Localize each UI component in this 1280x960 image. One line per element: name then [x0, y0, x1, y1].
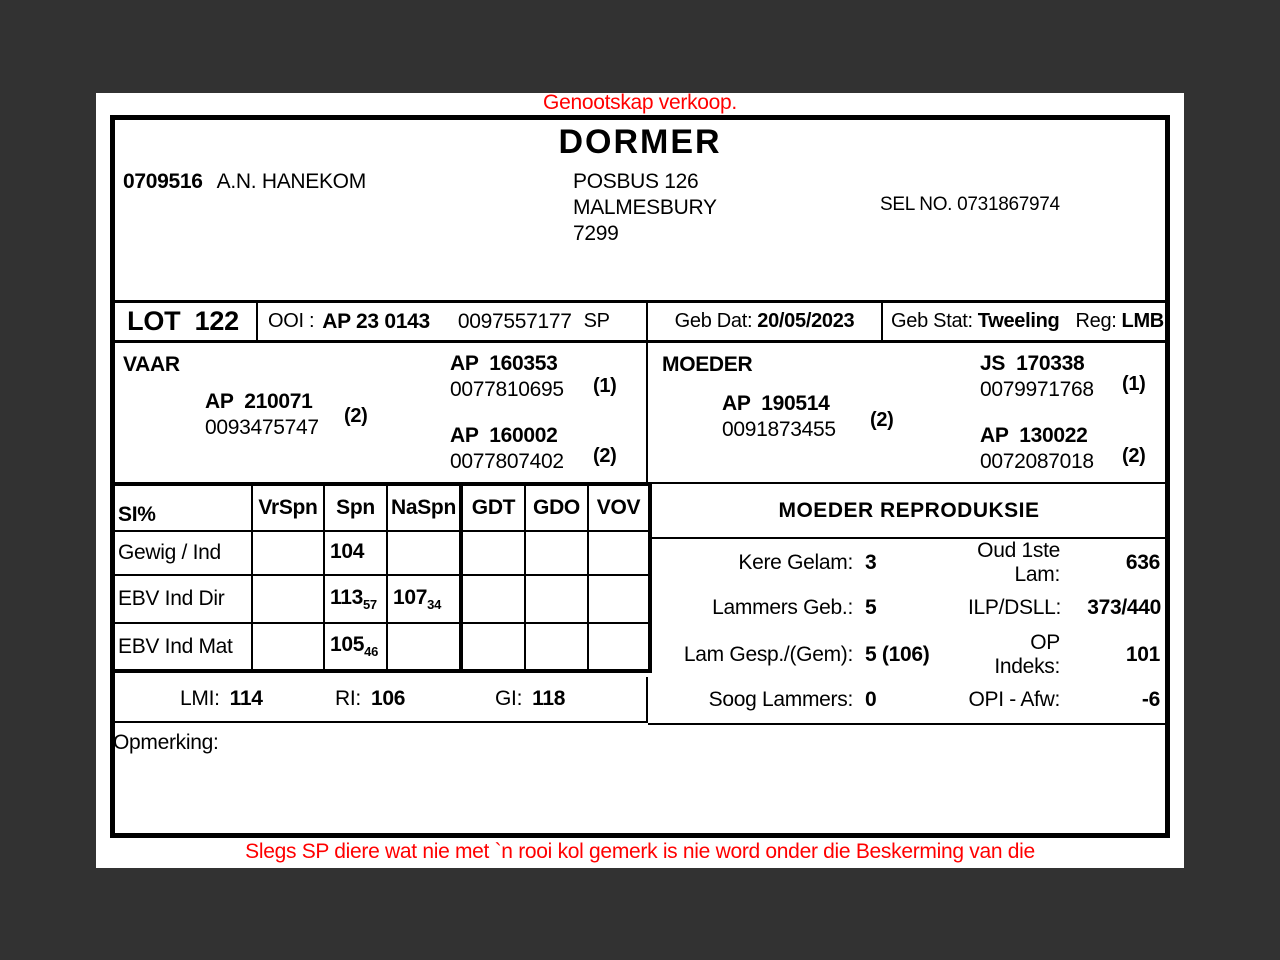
breeder-name: A.N. HANEKOM [216, 170, 366, 193]
sire-sire-entry [450, 351, 564, 403]
address-line-2: MALMESBURY [573, 196, 717, 219]
birth-date-label: Geb Dat: [674, 310, 753, 332]
lmi-pair [180, 687, 263, 711]
si-col-header-gdt: GDT [461, 484, 525, 531]
sire-reg: 0093475747 [205, 416, 319, 439]
address-line-3: 7299 [573, 222, 619, 245]
si-col-header-vov: VOV [588, 484, 650, 531]
bottom-notice: Slegs SP diere wat nie met `n rooi kol gemerk is nie word onder die Beskerming van die [245, 840, 1035, 863]
gi-value: 118 [532, 687, 566, 710]
member-number: 0709516 [123, 170, 203, 193]
reproduction-panel [648, 482, 1170, 725]
repro-value: 373/440 [1087, 596, 1162, 619]
dam-sire-reg: 0079971768 [980, 378, 1094, 401]
remarks-label: Opmerking: [113, 731, 219, 754]
repro-value: 5 (106) [865, 643, 930, 666]
si-cell-naspn [387, 623, 461, 671]
dam-sire-flag: (1) [1122, 373, 1146, 395]
dam-reg: 0091873455 [722, 418, 836, 441]
registration-number: 0097557177 [457, 309, 572, 333]
sire-id: AP 210071 [205, 390, 313, 413]
si-row-label: EBV Ind Dir [112, 575, 252, 623]
sire-entry [205, 389, 319, 441]
lot-number: LOT 122 [127, 306, 239, 336]
dam-dam-entry [980, 423, 1094, 475]
si-cell-gdt [461, 531, 525, 575]
si-col-header-spn: Spn [324, 484, 387, 531]
dam-flag: (2) [870, 409, 894, 431]
si-cell-gdo [525, 623, 588, 671]
si-cell-spn [324, 531, 387, 575]
ri-value: 106 [370, 687, 406, 710]
dam-dam-id: AP 130022 [980, 424, 1088, 447]
si-cell-vrspn [252, 531, 324, 575]
top-notice: Genootskap verkoop. [543, 91, 737, 114]
si-row-label: EBV Ind Mat [112, 623, 252, 671]
si-cell-vov [588, 531, 650, 575]
dam-dam-reg: 0072087018 [980, 450, 1094, 473]
si-cell-gdo [525, 575, 588, 623]
repro-label: Lammers Geb.: [712, 596, 853, 619]
sire-dam-entry [450, 423, 564, 475]
animal-id-cell [258, 303, 648, 340]
si-cell-gdt [461, 623, 525, 671]
si-col-header-naspn: NaSpn [387, 484, 461, 531]
pedigree-divider [646, 343, 648, 482]
si-value: 107 [393, 585, 428, 609]
breeder-line [123, 170, 366, 194]
si-cell-spn [324, 575, 387, 623]
si-cell-vov [588, 575, 650, 623]
si-table-row [112, 575, 650, 623]
birth-date-value: 20/05/2023 [757, 310, 855, 332]
repro-value: 0 [865, 688, 877, 711]
birth-status-label: Geb Stat: [891, 310, 973, 332]
si-accuracy: 46 [364, 644, 379, 660]
si-value: 105 [330, 633, 365, 657]
reproduction-row [648, 539, 1170, 585]
repro-label: OPI - Afw: [968, 688, 1060, 711]
sire-dam-flag: (2) [593, 445, 617, 467]
si-col-header-si: SI% [112, 484, 252, 531]
ri-pair [335, 687, 405, 711]
sire-sire-flag: (1) [593, 375, 617, 397]
si-cell-naspn [387, 531, 461, 575]
reproduction-title: MOEDER REPRODUKSIE [648, 484, 1170, 539]
repro-value: 636 [1125, 551, 1160, 574]
repro-value: 3 [865, 551, 877, 574]
sire-flag: (2) [344, 405, 368, 427]
si-cell-vov [588, 623, 650, 671]
si-table-row [112, 531, 650, 575]
reproduction-row [648, 585, 1170, 631]
repro-label: Soog Lammers: [708, 688, 853, 711]
lmi-value: 114 [229, 687, 263, 710]
lot-card-border [110, 115, 1170, 838]
repro-label: ILP/DSLL: [968, 596, 1062, 619]
gi-label: GI: [495, 687, 523, 710]
repro-label: Kere Gelam: [738, 551, 853, 574]
si-cell-gdt [461, 575, 525, 623]
reg-type-label: Reg: [1075, 310, 1117, 332]
sire-sire-id: AP 160353 [450, 352, 558, 375]
animal-id: AP 23 0143 [322, 309, 430, 333]
si-accuracy: 34 [427, 597, 442, 613]
reproduction-row [648, 677, 1170, 723]
si-table-header-row [112, 484, 650, 531]
si-cell-vrspn [252, 623, 324, 671]
catalog-page [96, 93, 1184, 868]
address-line-1: POSBUS 126 [573, 170, 699, 193]
repro-value: 5 [865, 596, 877, 619]
si-value: 104 [330, 539, 365, 563]
si-col-header-gdo: GDO [525, 484, 588, 531]
sire-section-heading: VAAR [123, 353, 180, 376]
sex-label: OOI : [268, 310, 315, 332]
birth-status-value: Tweeling [977, 310, 1060, 332]
dam-section-heading: MOEDER [662, 353, 753, 376]
si-row-label: Gewig / Ind [112, 531, 252, 575]
dam-sire-id: JS 170338 [980, 352, 1085, 375]
si-cell-spn [324, 623, 387, 671]
reproduction-row [648, 631, 1170, 677]
lot-number-cell [110, 303, 258, 340]
gi-pair [495, 687, 565, 711]
ri-label: RI: [335, 687, 361, 710]
sire-sire-reg: 0077810695 [450, 378, 564, 401]
breed-title: DORMER [558, 123, 722, 161]
sire-dam-id: AP 160002 [450, 424, 558, 447]
repro-label: Oud 1ste Lam: [977, 539, 1060, 586]
sire-dam-reg: 0077807402 [450, 450, 564, 473]
index-row [110, 677, 648, 723]
si-cell-naspn [387, 575, 461, 623]
dam-sire-entry [980, 351, 1094, 403]
si-col-header-vrspn: VrSpn [252, 484, 324, 531]
dam-entry [722, 391, 836, 443]
repro-value: 101 [1125, 643, 1160, 666]
si-value: 113 [330, 585, 363, 609]
lot-row [110, 300, 1170, 343]
si-table-row [112, 623, 650, 671]
dam-dam-flag: (2) [1122, 445, 1146, 467]
sp-flag: SP [583, 310, 610, 332]
lmi-label: LMI: [180, 687, 220, 710]
repro-label: OP Indeks: [994, 631, 1060, 678]
repro-value: -6 [1141, 688, 1160, 711]
si-cell-gdo [525, 531, 588, 575]
repro-label: Lam Gesp./(Gem): [683, 643, 853, 666]
dam-id: AP 190514 [722, 392, 830, 415]
si-cell-vrspn [252, 575, 324, 623]
birth-date-cell [648, 303, 883, 340]
si-table [110, 482, 652, 673]
cell-number: SEL NO. 0731867974 [880, 194, 1060, 215]
reg-type-value: LMB [1121, 310, 1164, 332]
birth-status-cell [883, 303, 1170, 340]
si-accuracy: 57 [362, 597, 377, 613]
